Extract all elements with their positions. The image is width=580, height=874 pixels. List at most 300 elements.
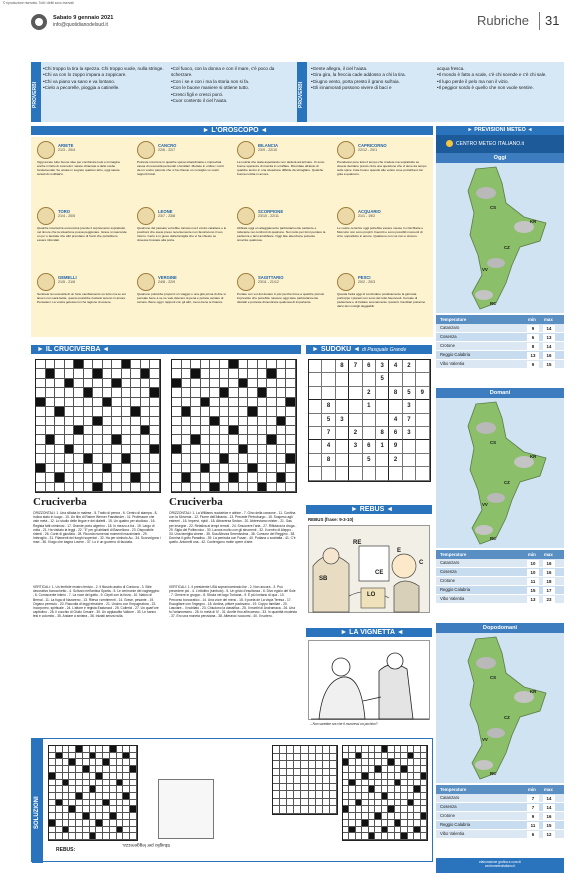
crossword-cell[interactable]: [182, 445, 192, 454]
crossword-cell[interactable]: [55, 369, 65, 378]
crossword-cell[interactable]: [65, 369, 75, 378]
crossword-cell[interactable]: [56, 759, 63, 766]
crossword-cell[interactable]: [103, 407, 113, 416]
crossword-cell[interactable]: [229, 407, 239, 416]
crossword-cell[interactable]: [90, 773, 97, 780]
crossword-cell[interactable]: [110, 753, 117, 760]
crossword-cell[interactable]: [301, 754, 308, 762]
crossword-cell[interactable]: [84, 417, 94, 426]
sudoku-cell[interactable]: [363, 467, 376, 480]
crossword-cell[interactable]: [286, 379, 296, 388]
crossword-cell[interactable]: [103, 454, 113, 463]
crossword-cell[interactable]: [141, 379, 151, 388]
crossword-cell[interactable]: [49, 806, 56, 813]
crossword-cell[interactable]: [112, 417, 122, 426]
crossword-cell[interactable]: [277, 445, 287, 454]
crossword-cell[interactable]: [210, 417, 220, 426]
crossword-cell[interactable]: [316, 776, 323, 784]
crossword-cell[interactable]: [267, 473, 277, 482]
crossword-cell[interactable]: [294, 769, 301, 777]
crossword-cell[interactable]: [90, 793, 97, 800]
crossword-cell[interactable]: [287, 799, 294, 807]
crossword-cell[interactable]: [210, 369, 220, 378]
crossword-cell[interactable]: [267, 435, 277, 444]
crossword-cell[interactable]: [309, 784, 316, 792]
crossword-cell[interactable]: [110, 786, 117, 793]
sudoku-cell[interactable]: [403, 440, 416, 453]
crossword-cell[interactable]: [83, 827, 90, 834]
crossword-cell[interactable]: [421, 827, 427, 834]
crossword-cell[interactable]: [49, 753, 56, 760]
crossword-cell[interactable]: [84, 483, 94, 492]
crossword-cell[interactable]: [122, 454, 132, 463]
sudoku-cell[interactable]: 6: [389, 427, 402, 440]
crossword-cell[interactable]: [229, 379, 239, 388]
crossword-cell[interactable]: [63, 759, 70, 766]
sudoku-cell[interactable]: [363, 414, 376, 427]
crossword-cell[interactable]: [248, 454, 258, 463]
crossword-cell[interactable]: [323, 761, 330, 769]
crossword-cell[interactable]: [55, 417, 65, 426]
crossword-cell[interactable]: [103, 780, 110, 787]
crossword-cell[interactable]: [280, 746, 287, 754]
crossword-cell[interactable]: [65, 379, 75, 388]
crossword-cell[interactable]: [330, 799, 337, 807]
sudoku-cell[interactable]: [309, 440, 322, 453]
crossword-cell[interactable]: [220, 369, 230, 378]
crossword-cell[interactable]: [122, 360, 132, 369]
crossword-cell[interactable]: [69, 833, 76, 840]
crossword-cell[interactable]: [56, 813, 63, 820]
crossword-cell[interactable]: [112, 483, 122, 492]
crossword-cell[interactable]: [421, 746, 427, 753]
crossword-cell[interactable]: [172, 398, 182, 407]
crossword-grid-right[interactable]: [171, 359, 297, 493]
crossword-cell[interactable]: [76, 773, 83, 780]
crossword-cell[interactable]: [49, 766, 56, 773]
sudoku-cell[interactable]: 8: [336, 360, 349, 373]
crossword-cell[interactable]: [90, 800, 97, 807]
crossword-cell[interactable]: [83, 813, 90, 820]
sudoku-cell[interactable]: [416, 440, 429, 453]
crossword-cell[interactable]: [141, 388, 151, 397]
crossword-cell[interactable]: [69, 746, 76, 753]
crossword-cell[interactable]: [273, 799, 280, 807]
crossword-cell[interactable]: [93, 464, 103, 473]
crossword-cell[interactable]: [287, 746, 294, 754]
crossword-cell[interactable]: [191, 417, 201, 426]
crossword-cell[interactable]: [229, 369, 239, 378]
crossword-cell[interactable]: [90, 813, 97, 820]
crossword-cell[interactable]: [56, 827, 63, 834]
crossword-cell[interactable]: [36, 473, 46, 482]
crossword-cell[interactable]: [122, 426, 132, 435]
crossword-cell[interactable]: [63, 780, 70, 787]
sudoku-cell[interactable]: [403, 373, 416, 386]
crossword-cell[interactable]: [84, 360, 94, 369]
crossword-cell[interactable]: [49, 820, 56, 827]
crossword-cell[interactable]: [220, 483, 230, 492]
crossword-cell[interactable]: [267, 426, 277, 435]
sudoku-cell[interactable]: 3: [403, 400, 416, 413]
crossword-cell[interactable]: [76, 833, 83, 840]
crossword-cell[interactable]: [267, 398, 277, 407]
crossword-cell[interactable]: [280, 776, 287, 784]
crossword-cell[interactable]: [141, 407, 151, 416]
crossword-cell[interactable]: [123, 827, 130, 834]
crossword-cell[interactable]: [117, 820, 124, 827]
crossword-cell[interactable]: [141, 464, 151, 473]
crossword-cell[interactable]: [294, 806, 301, 814]
crossword-cell[interactable]: [110, 820, 117, 827]
crossword-cell[interactable]: [63, 813, 70, 820]
crossword-cell[interactable]: [309, 746, 316, 754]
crossword-cell[interactable]: [220, 445, 230, 454]
crossword-cell[interactable]: [90, 753, 97, 760]
crossword-cell[interactable]: [74, 464, 84, 473]
crossword-cell[interactable]: [65, 454, 75, 463]
crossword-cell[interactable]: [130, 746, 137, 753]
crossword-cell[interactable]: [191, 454, 201, 463]
crossword-cell[interactable]: [93, 360, 103, 369]
crossword-cell[interactable]: [172, 417, 182, 426]
crossword-cell[interactable]: [273, 791, 280, 799]
crossword-cell[interactable]: [69, 793, 76, 800]
crossword-cell[interactable]: [210, 426, 220, 435]
crossword-cell[interactable]: [172, 426, 182, 435]
crossword-cell[interactable]: [49, 793, 56, 800]
crossword-cell[interactable]: [172, 473, 182, 482]
sudoku-cell[interactable]: [416, 414, 429, 427]
crossword-cell[interactable]: [220, 426, 230, 435]
crossword-cell[interactable]: [131, 426, 141, 435]
crossword-cell[interactable]: [112, 473, 122, 482]
crossword-cell[interactable]: [96, 800, 103, 807]
crossword-cell[interactable]: [150, 445, 160, 454]
crossword-cell[interactable]: [65, 473, 75, 482]
crossword-cell[interactable]: [309, 769, 316, 777]
crossword-cell[interactable]: [191, 407, 201, 416]
crossword-cell[interactable]: [150, 417, 160, 426]
crossword-cell[interactable]: [69, 820, 76, 827]
sudoku-cell[interactable]: [389, 400, 402, 413]
crossword-cell[interactable]: [323, 746, 330, 754]
crossword-cell[interactable]: [201, 473, 211, 482]
sudoku-cell[interactable]: [322, 387, 335, 400]
crossword-cell[interactable]: [49, 833, 56, 840]
crossword-cell[interactable]: [239, 398, 249, 407]
crossword-cell[interactable]: [76, 759, 83, 766]
sudoku-cell[interactable]: [389, 467, 402, 480]
crossword-cell[interactable]: [93, 445, 103, 454]
crossword-cell[interactable]: [93, 483, 103, 492]
crossword-cell[interactable]: [150, 464, 160, 473]
crossword-cell[interactable]: [130, 786, 137, 793]
crossword-cell[interactable]: [55, 473, 65, 482]
crossword-cell[interactable]: [46, 435, 56, 444]
crossword-cell[interactable]: [36, 483, 46, 492]
sudoku-cell[interactable]: [336, 387, 349, 400]
crossword-cell[interactable]: [150, 369, 160, 378]
crossword-cell[interactable]: [150, 388, 160, 397]
crossword-cell[interactable]: [229, 435, 239, 444]
crossword-cell[interactable]: [286, 417, 296, 426]
crossword-cell[interactable]: [191, 379, 201, 388]
crossword-cell[interactable]: [277, 417, 287, 426]
crossword-cell[interactable]: [65, 388, 75, 397]
sudoku-cell[interactable]: [416, 454, 429, 467]
crossword-cell[interactable]: [117, 773, 124, 780]
crossword-cell[interactable]: [273, 769, 280, 777]
crossword-cell[interactable]: [122, 379, 132, 388]
crossword-cell[interactable]: [130, 766, 137, 773]
crossword-cell[interactable]: [294, 754, 301, 762]
crossword-cell[interactable]: [69, 780, 76, 787]
crossword-cell[interactable]: [273, 754, 280, 762]
crossword-cell[interactable]: [330, 761, 337, 769]
crossword-cell[interactable]: [248, 417, 258, 426]
crossword-cell[interactable]: [330, 791, 337, 799]
crossword-cell[interactable]: [49, 813, 56, 820]
crossword-cell[interactable]: [122, 388, 132, 397]
crossword-cell[interactable]: [103, 766, 110, 773]
crossword-cell[interactable]: [286, 435, 296, 444]
crossword-cell[interactable]: [56, 793, 63, 800]
crossword-cell[interactable]: [112, 360, 122, 369]
crossword-cell[interactable]: [117, 793, 124, 800]
sudoku-cell[interactable]: [416, 427, 429, 440]
crossword-cell[interactable]: [131, 369, 141, 378]
crossword-cell[interactable]: [122, 445, 132, 454]
crossword-cell[interactable]: [84, 464, 94, 473]
crossword-cell[interactable]: [229, 398, 239, 407]
crossword-cell[interactable]: [131, 473, 141, 482]
crossword-cell[interactable]: [294, 776, 301, 784]
crossword-cell[interactable]: [182, 369, 192, 378]
crossword-cell[interactable]: [421, 786, 427, 793]
crossword-cell[interactable]: [122, 473, 132, 482]
crossword-cell[interactable]: [65, 445, 75, 454]
sudoku-cell[interactable]: 6: [363, 360, 376, 373]
crossword-cell[interactable]: [277, 388, 287, 397]
crossword-cell[interactable]: [182, 417, 192, 426]
crossword-cell[interactable]: [141, 417, 151, 426]
crossword-cell[interactable]: [117, 753, 124, 760]
crossword-cell[interactable]: [49, 759, 56, 766]
crossword-cell[interactable]: [301, 761, 308, 769]
crossword-cell[interactable]: [150, 379, 160, 388]
crossword-cell[interactable]: [286, 360, 296, 369]
crossword-cell[interactable]: [110, 766, 117, 773]
crossword-cell[interactable]: [69, 800, 76, 807]
crossword-cell[interactable]: [103, 786, 110, 793]
crossword-cell[interactable]: [191, 445, 201, 454]
crossword-cell[interactable]: [103, 759, 110, 766]
sudoku-cell[interactable]: 2: [403, 360, 416, 373]
crossword-cell[interactable]: [69, 786, 76, 793]
crossword-cell[interactable]: [46, 398, 56, 407]
crossword-cell[interactable]: [76, 827, 83, 834]
crossword-cell[interactable]: [110, 813, 117, 820]
crossword-cell[interactable]: [258, 388, 268, 397]
crossword-cell[interactable]: [294, 746, 301, 754]
sudoku-cell[interactable]: 9: [416, 387, 429, 400]
crossword-cell[interactable]: [301, 791, 308, 799]
crossword-cell[interactable]: [258, 483, 268, 492]
crossword-cell[interactable]: [122, 398, 132, 407]
crossword-cell[interactable]: [286, 445, 296, 454]
crossword-cell[interactable]: [49, 780, 56, 787]
crossword-cell[interactable]: [46, 454, 56, 463]
sudoku-cell[interactable]: 5: [403, 387, 416, 400]
crossword-cell[interactable]: [131, 464, 141, 473]
crossword-cell[interactable]: [96, 753, 103, 760]
crossword-cell[interactable]: [150, 473, 160, 482]
crossword-cell[interactable]: [69, 753, 76, 760]
crossword-cell[interactable]: [287, 754, 294, 762]
crossword-cell[interactable]: [55, 388, 65, 397]
crossword-cell[interactable]: [220, 464, 230, 473]
crossword-cell[interactable]: [267, 454, 277, 463]
crossword-cell[interactable]: [210, 445, 220, 454]
crossword-cell[interactable]: [330, 754, 337, 762]
crossword-cell[interactable]: [117, 766, 124, 773]
crossword-cell[interactable]: [63, 820, 70, 827]
crossword-cell[interactable]: [63, 827, 70, 834]
crossword-cell[interactable]: [280, 761, 287, 769]
crossword-cell[interactable]: [69, 806, 76, 813]
crossword-cell[interactable]: [55, 407, 65, 416]
crossword-cell[interactable]: [323, 769, 330, 777]
crossword-cell[interactable]: [96, 806, 103, 813]
crossword-cell[interactable]: [273, 776, 280, 784]
crossword-cell[interactable]: [301, 769, 308, 777]
crossword-cell[interactable]: [172, 483, 182, 492]
crossword-cell[interactable]: [286, 398, 296, 407]
crossword-cell[interactable]: [117, 806, 124, 813]
crossword-cell[interactable]: [201, 454, 211, 463]
crossword-cell[interactable]: [131, 379, 141, 388]
crossword-cell[interactable]: [84, 454, 94, 463]
crossword-cell[interactable]: [421, 759, 427, 766]
crossword-cell[interactable]: [103, 388, 113, 397]
sudoku-cell[interactable]: [309, 467, 322, 480]
crossword-cell[interactable]: [112, 445, 122, 454]
sudoku-cell[interactable]: 7: [403, 414, 416, 427]
crossword-cell[interactable]: [258, 454, 268, 463]
crossword-cell[interactable]: [182, 464, 192, 473]
crossword-cell[interactable]: [56, 773, 63, 780]
crossword-cell[interactable]: [74, 473, 84, 482]
crossword-cell[interactable]: [83, 833, 90, 840]
crossword-cell[interactable]: [36, 464, 46, 473]
crossword-cell[interactable]: [74, 407, 84, 416]
crossword-cell[interactable]: [84, 445, 94, 454]
crossword-cell[interactable]: [220, 454, 230, 463]
crossword-cell[interactable]: [191, 398, 201, 407]
crossword-cell[interactable]: [130, 813, 137, 820]
crossword-cell[interactable]: [201, 379, 211, 388]
crossword-cell[interactable]: [103, 360, 113, 369]
crossword-cell[interactable]: [83, 746, 90, 753]
crossword-cell[interactable]: [248, 407, 258, 416]
crossword-cell[interactable]: [287, 761, 294, 769]
crossword-cell[interactable]: [46, 426, 56, 435]
crossword-cell[interactable]: [191, 360, 201, 369]
crossword-cell[interactable]: [90, 786, 97, 793]
crossword-cell[interactable]: [110, 759, 117, 766]
sudoku-cell[interactable]: [349, 373, 362, 386]
crossword-cell[interactable]: [248, 398, 258, 407]
crossword-cell[interactable]: [130, 820, 137, 827]
sudoku-cell[interactable]: [336, 373, 349, 386]
crossword-cell[interactable]: [248, 360, 258, 369]
crossword-cell[interactable]: [83, 786, 90, 793]
crossword-cell[interactable]: [90, 827, 97, 834]
crossword-cell[interactable]: [301, 799, 308, 807]
crossword-cell[interactable]: [248, 483, 258, 492]
crossword-cell[interactable]: [90, 806, 97, 813]
crossword-cell[interactable]: [172, 369, 182, 378]
crossword-cell[interactable]: [74, 369, 84, 378]
crossword-cell[interactable]: [55, 398, 65, 407]
crossword-cell[interactable]: [286, 407, 296, 416]
crossword-cell[interactable]: [267, 388, 277, 397]
crossword-cell[interactable]: [220, 407, 230, 416]
crossword-cell[interactable]: [301, 776, 308, 784]
crossword-cell[interactable]: [277, 473, 287, 482]
crossword-cell[interactable]: [123, 806, 130, 813]
crossword-cell[interactable]: [229, 473, 239, 482]
crossword-cell[interactable]: [267, 369, 277, 378]
crossword-cell[interactable]: [141, 473, 151, 482]
crossword-cell[interactable]: [131, 388, 141, 397]
crossword-cell[interactable]: [141, 445, 151, 454]
crossword-cell[interactable]: [122, 407, 132, 416]
crossword-cell[interactable]: [280, 799, 287, 807]
crossword-cell[interactable]: [63, 833, 70, 840]
crossword-cell[interactable]: [90, 820, 97, 827]
crossword-cell[interactable]: [131, 454, 141, 463]
crossword-cell[interactable]: [258, 473, 268, 482]
crossword-cell[interactable]: [323, 806, 330, 814]
crossword-cell[interactable]: [112, 407, 122, 416]
crossword-cell[interactable]: [273, 746, 280, 754]
crossword-cell[interactable]: [239, 379, 249, 388]
crossword-cell[interactable]: [280, 784, 287, 792]
crossword-cell[interactable]: [150, 407, 160, 416]
crossword-cell[interactable]: [301, 806, 308, 814]
crossword-cell[interactable]: [273, 806, 280, 814]
sudoku-cell[interactable]: [349, 387, 362, 400]
sudoku-cell[interactable]: [376, 467, 389, 480]
sudoku-cell[interactable]: [416, 467, 429, 480]
crossword-cell[interactable]: [96, 793, 103, 800]
crossword-cell[interactable]: [63, 786, 70, 793]
sudoku-cell[interactable]: [376, 387, 389, 400]
crossword-cell[interactable]: [36, 407, 46, 416]
crossword-cell[interactable]: [172, 435, 182, 444]
crossword-cell[interactable]: [287, 776, 294, 784]
crossword-cell[interactable]: [182, 426, 192, 435]
crossword-cell[interactable]: [63, 773, 70, 780]
crossword-cell[interactable]: [83, 800, 90, 807]
crossword-cell[interactable]: [258, 464, 268, 473]
crossword-cell[interactable]: [286, 369, 296, 378]
sudoku-cell[interactable]: 8: [376, 427, 389, 440]
crossword-cell[interactable]: [131, 445, 141, 454]
crossword-cell[interactable]: [46, 388, 56, 397]
